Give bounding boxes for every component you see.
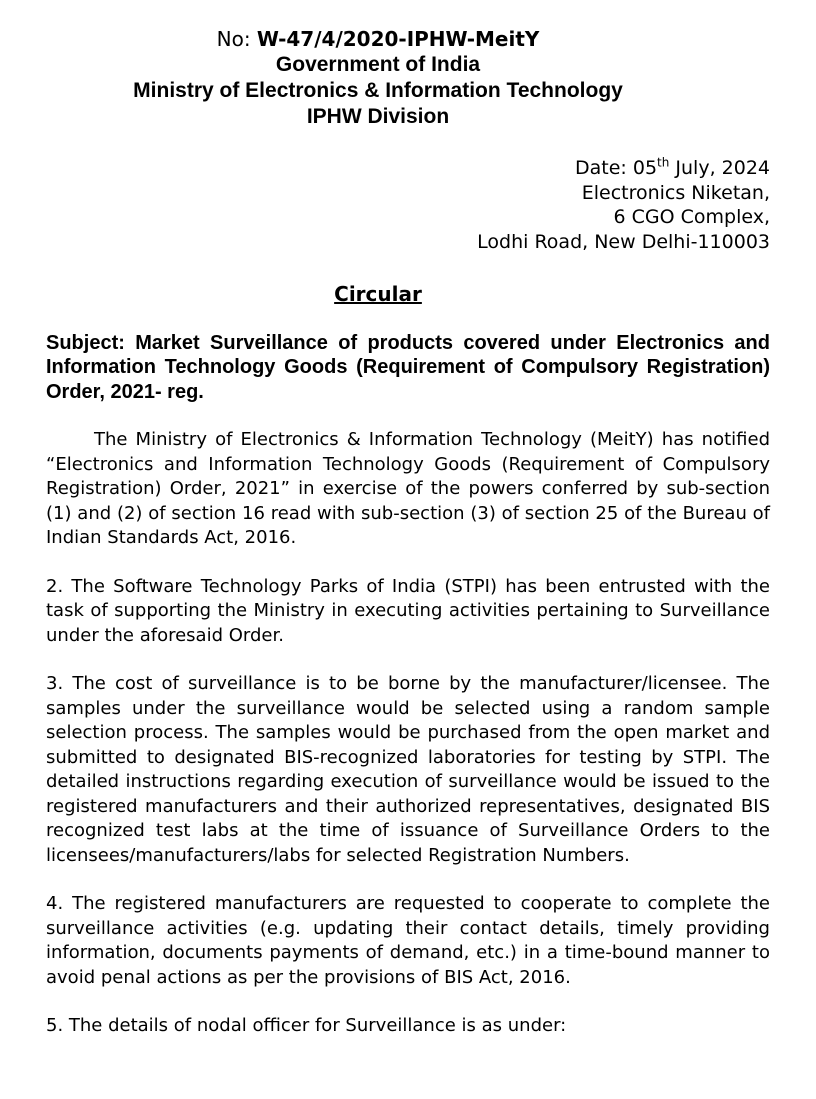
org-line-division: IPHW Division — [306, 105, 450, 128]
address-line-building: Electronics Niketan, — [581, 181, 770, 204]
document-title-text: Circular — [334, 282, 422, 306]
date-ordinal-superscript: th — [657, 155, 670, 170]
org-line-government: Government of India — [275, 53, 481, 76]
document-header — [46, 26, 710, 130]
paragraph-2-stpi: 2. The Software Technology Parks of India (STPI) has been entrusted with the task of supporting the Ministry in executing activities pertaining to Surveillance under the aforesaid Order. — [46, 575, 770, 646]
org-line-ministry: Ministry of Electronics & Information Technology — [133, 79, 623, 102]
date-prefix: Date: 05 — [575, 157, 658, 179]
paragraph-3-cost: 3. The cost of surveillance is to be borne by the manufacturer/licensee. The samples under the surveillance would be selected using a random sample selection process. The samples would be purchased from the open market and submitted to designated BIS-recognized laboratories for testing by STPI. The detailed instructions regarding execution of surveillance would be issued to the registered manufacturers and their authorized representatives, designated BIS recognized test labs at the time of issuance of Surveillance Orders to the licensees/manufacturers/labs for selected Registration Numbers. — [46, 673, 770, 866]
date-address-block — [46, 156, 770, 254]
reference-number: W-47/4/2020-IPHW-MeitY — [256, 27, 540, 51]
reference-number-line — [46, 26, 710, 52]
address-line-complex: 6 CGO Complex, — [613, 206, 770, 228]
paragraph-4-cooperation: 4. The registered manufacturers are requested to cooperate to complete the surveillance activities (e.g. updating their contact details, timely providing information, documents payments of demand, etc.) in a time-bound manner to avoid penal actions as per the provisions of BIS Act, 2016. — [46, 893, 770, 988]
address-line-city: Lodhi Road, New Delhi-110003 — [477, 230, 770, 253]
date-line — [46, 156, 770, 181]
subject-paragraph: Subject: Market Surveillance of products covered under Electronics and Information Technology Goods (Requirement of Compulsory Registration) Order, 2021- reg. — [46, 331, 770, 403]
reference-label: No: — [216, 27, 257, 51]
paragraph-intro: The Ministry of Electronics & Information Technology (MeitY) has notified “Electronics and Information Technology Goods (Requirement of Compulsory Registration) Order, 2021” in exercise of the powers conferred by sub-section (1) and (2) of section 16 read with sub-section (3) of section 25 of the Bureau of Indian Standards Act, 2016. — [46, 429, 770, 548]
document-title — [46, 282, 710, 307]
paragraph-5-nodal-officer: 5. The details of nodal officer for Surveillance is as under: — [46, 1015, 567, 1036]
date-suffix: July, 2024 — [669, 157, 770, 179]
